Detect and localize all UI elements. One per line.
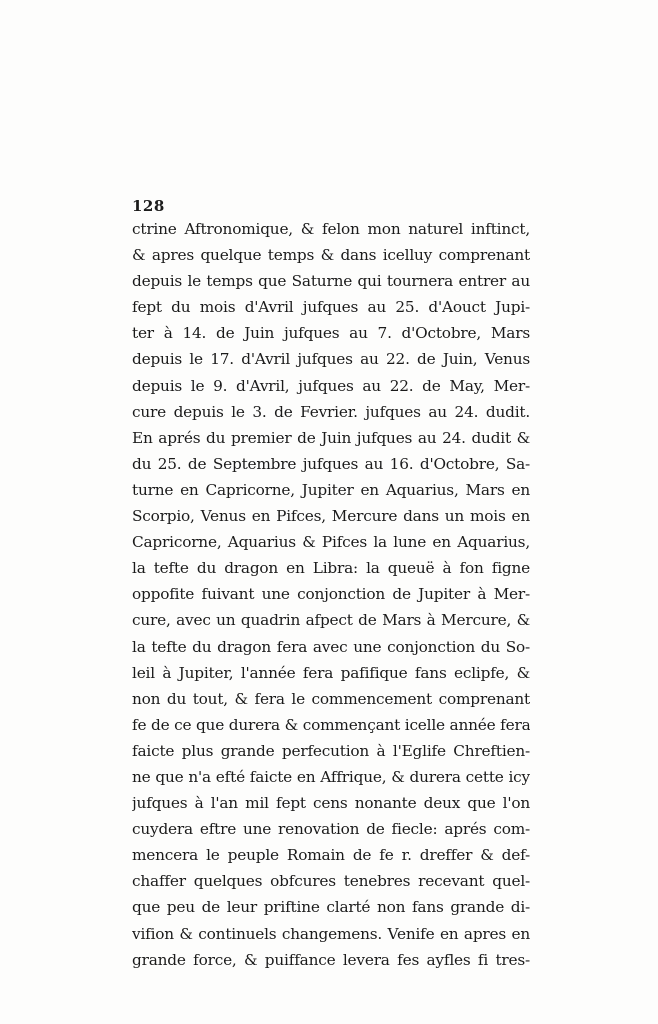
text-line: cure depuis le 3. de Fevrier. jufques au 24. dudit.	[132, 402, 530, 421]
page-number: 128	[132, 197, 165, 215]
text-line: non du tout, & fera le commencement comprenant	[132, 689, 530, 708]
page-text-block	[132, 196, 530, 973]
text-line: du 25. de Septembre jufques au 16. d'Octobre, Sa-	[132, 454, 530, 473]
text-line: Capricorne, Aquarius & Pifces la lune en Aquarius,	[132, 533, 530, 552]
text-line: jufques à l'an mil fept cens nonante deux que l'on	[132, 794, 530, 813]
text-line: fe de ce que durera & commençant icelle année fera	[132, 715, 530, 734]
text-line: oppofite fuivant une conjonction de Jupiter à Mer-	[132, 585, 530, 604]
text-line: grande force, & puiffance levera fes ayfles fi tres-	[132, 950, 530, 969]
text-line: chaffer quelques obfcures tenebres recevant quel-	[132, 872, 530, 891]
text-line: vifion & continuels changemens. Venife en apres en	[132, 924, 530, 943]
text-line: & apres quelque temps & dans icelluy comprenant	[132, 246, 530, 265]
text-line: En aprés du premier de Juin jufques au 24. dudit &	[132, 428, 530, 447]
text-line: la tefte du dragon en Libra: la queuë à fon figne	[132, 559, 530, 578]
text-line: depuis le temps que Saturne qui tournera entrer au	[132, 272, 530, 291]
text-line: depuis le 17. d'Avril jufques au 22. de Juin, Venus	[132, 350, 530, 369]
text-line: leil à Jupiter, l'année fera pafifique fans eclipfe, &	[132, 663, 530, 682]
text-line: turne en Capricorne, Jupiter en Aquarius, Mars en	[132, 480, 530, 499]
text-line: fept du mois d'Avril jufques au 25. d'Aouct Jupi-	[132, 298, 530, 317]
text-line: depuis le 9. d'Avril, jufques au 22. de May, Mer-	[132, 376, 530, 395]
text-line: Scorpio, Venus en Pifces, Mercure dans un mois en	[132, 507, 530, 526]
text-line: faicte plus grande perfecution à l'Eglife Chreftien-	[132, 741, 530, 760]
text-line: mencera le peuple Romain de fe r. dreffer & def-	[132, 846, 530, 865]
text-line: ter à 14. de Juin jufques au 7. d'Octobre, Mars	[132, 324, 530, 343]
text-line: ne que n'a efté faicte en Affrique, & durera cette icy	[132, 767, 530, 786]
text-line: ctrine Aftronomique, & felon mon naturel inftinct,	[132, 220, 530, 238]
text-line: la tefte du dragon fera avec une conjonction du So-	[132, 637, 530, 656]
text-line: cure, avec un quadrin afpect de Mars à Mercure, &	[132, 611, 530, 630]
text-line: cuydera eftre une renovation de fiecle: aprés com-	[132, 820, 530, 839]
text-line: que peu de leur priftine clarté non fans grande di-	[132, 898, 530, 917]
